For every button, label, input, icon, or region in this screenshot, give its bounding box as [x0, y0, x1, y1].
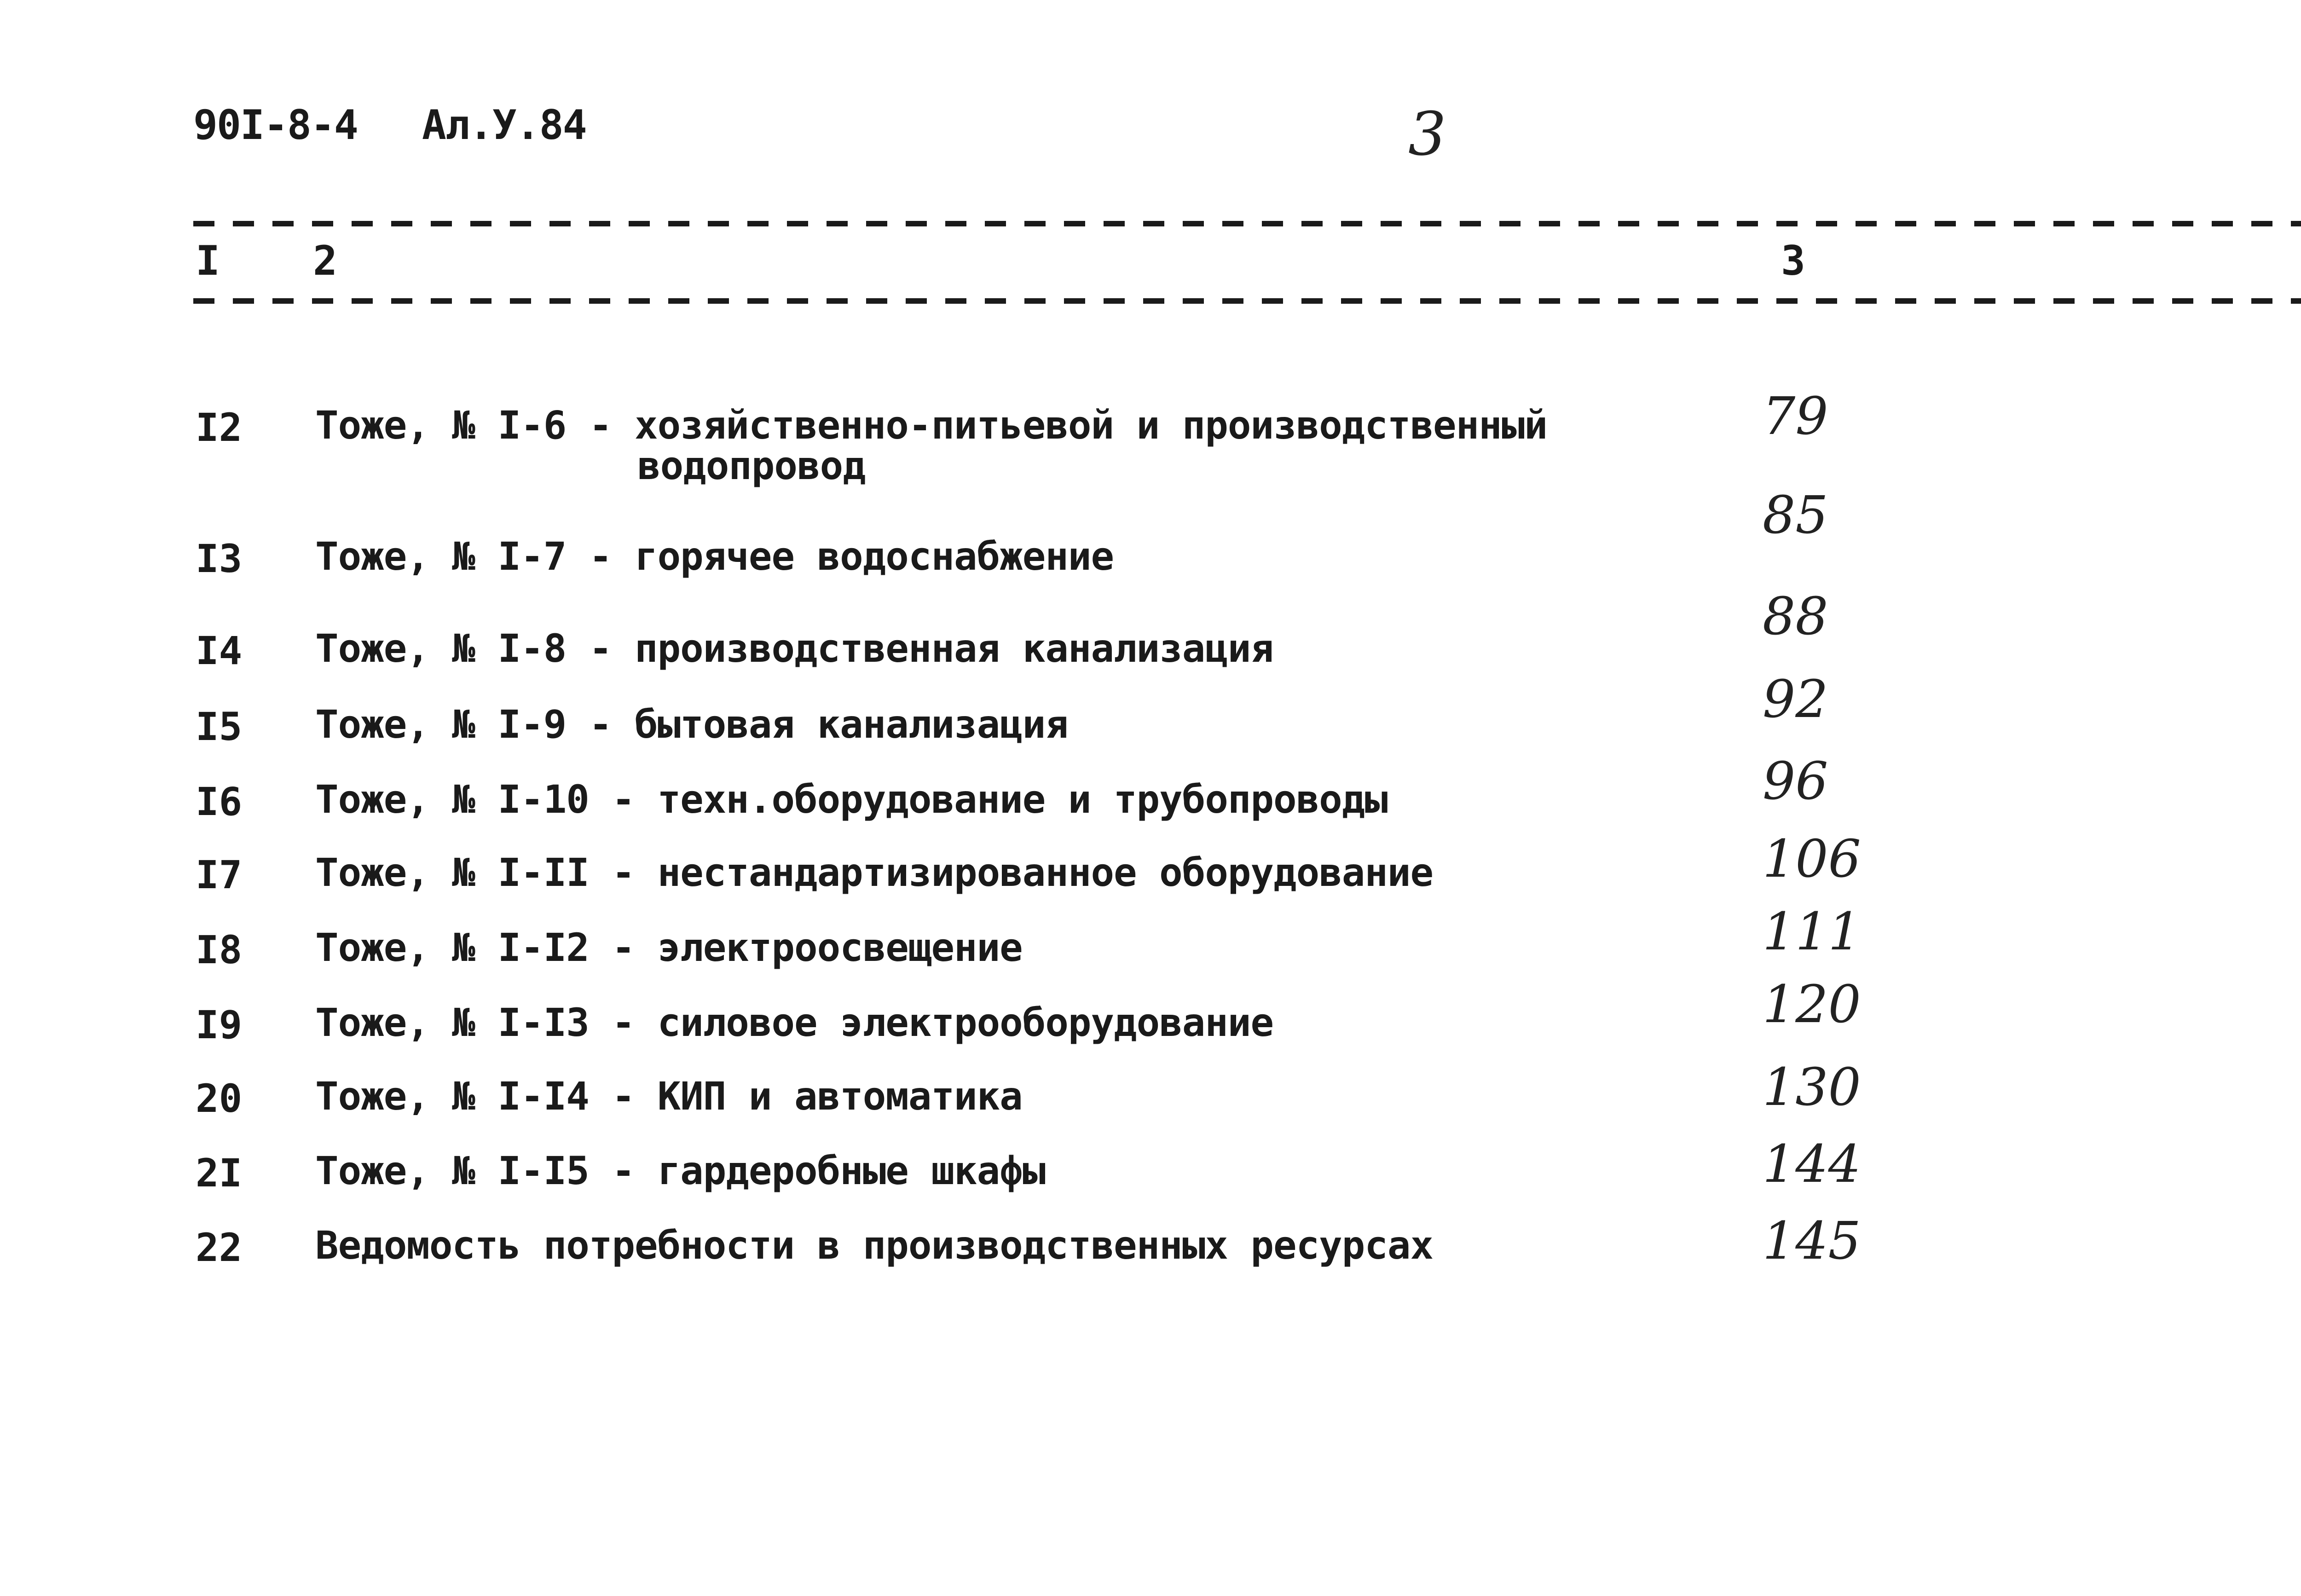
row-description: Тоже, № I-I2 - электроосвещение [315, 925, 1023, 970]
row-number: I9 [196, 1002, 243, 1047]
row-number: I2 [196, 405, 243, 450]
row-number: I4 [196, 628, 243, 673]
table-row [0, 1134, 2301, 1233]
row-description: Тоже, № I-II - нестандартизированное оборудование [315, 850, 1434, 895]
table-top-dashed-rule [193, 221, 2301, 226]
row-number: 22 [196, 1225, 243, 1270]
table-row [0, 902, 2301, 1010]
row-description: Тоже, № I-10 - техн.оборудование и трубопроводы [315, 777, 1388, 822]
table-row [0, 670, 2301, 787]
row-description-continuation: водопровод [637, 443, 866, 488]
row-description: Тоже, № I-7 - горячее водоснабжение [315, 534, 1114, 579]
row-number: I3 [196, 536, 243, 581]
column-header-number: I [196, 237, 220, 284]
table-row [0, 486, 2301, 619]
row-number: 2I [196, 1151, 243, 1196]
page-number: 3 [1408, 99, 1446, 169]
table-row [0, 387, 2301, 488]
row-description [315, 405, 1547, 486]
row-page-number: 85 [1763, 486, 1828, 545]
row-page-number: 92 [1763, 670, 1828, 729]
row-page-number: 145 [1763, 1211, 1861, 1271]
table-row [0, 975, 2301, 1085]
table-row [0, 1211, 2301, 1308]
table-header-dashed-rule [193, 298, 2301, 304]
document-code-header [193, 101, 586, 149]
table-row [0, 752, 2301, 862]
row-page-number: 88 [1763, 587, 1828, 647]
row-number: I5 [196, 704, 243, 749]
row-description: Тоже, № I-I4 - КИП и автоматика [315, 1074, 1023, 1119]
row-description: Тоже, № I-I5 - гардеробные шкафы [315, 1148, 1046, 1193]
row-page-number: 96 [1763, 752, 1828, 811]
row-description: Тоже, № I-9 - бытовая канализация [315, 702, 1068, 747]
table-row [0, 587, 2301, 711]
column-header-page: 3 [1781, 237, 1805, 284]
row-number: I8 [196, 927, 243, 972]
row-description: Тоже, № I-I3 - силовое электрооборудование [315, 1000, 1274, 1045]
column-header-title: 2 [313, 237, 337, 284]
row-number: I6 [196, 779, 243, 824]
row-description-line: Тоже, № I-6 - хозяйственно-питьевой и производственный [315, 403, 1547, 448]
table-row [0, 1058, 2301, 1159]
project-code: 90I-8-4 [193, 101, 358, 149]
row-number: I7 [196, 852, 243, 897]
row-page-number: 79 [1763, 387, 1828, 446]
row-description: Тоже, № I-8 - производственная канализация [315, 626, 1274, 671]
row-description: Ведомость потребности в производственных ресурсах [315, 1223, 1434, 1268]
row-page-number: 144 [1763, 1134, 1861, 1194]
table-row [0, 829, 2301, 935]
row-number: 20 [196, 1076, 243, 1121]
album-number: Ал.У.84 [422, 101, 586, 149]
row-page-number: 106 [1763, 829, 1861, 889]
row-page-number: 130 [1763, 1058, 1861, 1117]
row-page-number: 111 [1763, 902, 1861, 962]
row-page-number: 120 [1763, 975, 1861, 1035]
